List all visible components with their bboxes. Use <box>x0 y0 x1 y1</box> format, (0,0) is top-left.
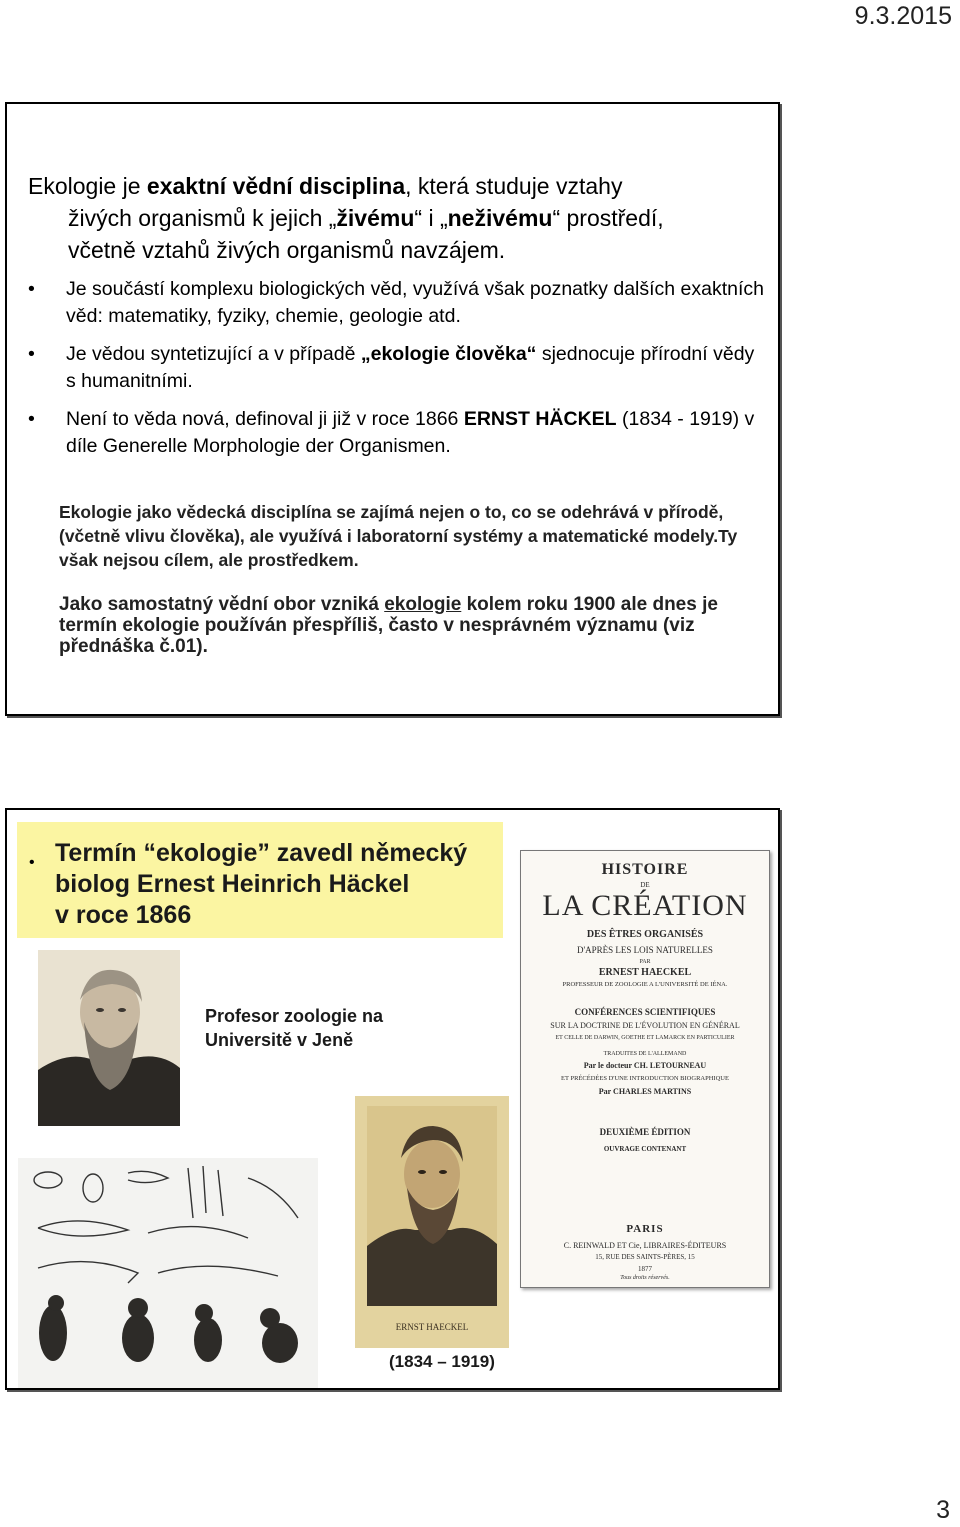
book-cover-histoire-de-la-creation: HISTOIRE DE LA CRÉATION DES ÊTRES ORGANISÉS D'APRÈS LES LOIS NATURELLES PAR ERNEST HAECKEL PROFESSEUR DE ZOOLOGIE A L'UNIVERSITÉ DE IÉNA. CONFÉRENCES SCIENTIFIQUES SUR LA DOCTRINE DE L'ÉVOLUTION EN GÉNÉRAL ET CELLE DE DARWIN, GOETHE ET LAMARCK EN PARTICULIER TRADUITES DE L'ALLEMAND Par le docteur CH. LETOURNEAU ET PRÉCÉDÉES D'UNE INTRODUCTION BIOGRAPHIQUE Par CHARLES MARTINS DEUXIÈME ÉDITION OUVRAGE CONTENANT PARIS C. REINWALD ET Cie, LIBRAIRES-ÉDITEURS 15, RUE DES SAINTS-PÈRES, 15 1877 Tous droits réservés. <box>520 850 770 1288</box>
portrait-haeckel-young <box>355 1096 509 1348</box>
caption-professor: Profesor zoologie na Universitě v Jeně <box>205 1006 384 1050</box>
bullet-icon: • <box>28 408 35 430</box>
slide-ecology-definition <box>5 102 780 716</box>
callout-term-origin: • Termín “ekologie” zavedl německý biolog Ernest Heinrich Häckel v roce 1866 <box>17 822 503 938</box>
caption-lifespan: (1834 – 1919) <box>389 1352 495 1371</box>
intro-definition <box>28 170 748 266</box>
paragraph-independent-field: Jako samostatný vědní obor vzniká ekologie kolem roku 1900 ale dnes je termín ekologie používán přespříliš, často v nesprávném významu (viz přednáška č.01). <box>59 594 718 657</box>
page-date: 9.3.2015 <box>854 2 952 30</box>
intro-line-3: včetně vztahů živých organismů navzájem. <box>68 237 506 263</box>
illustration-animals <box>18 1158 318 1388</box>
slide-haeckel <box>5 808 780 1390</box>
portrait-haeckel-old <box>38 950 180 1126</box>
bullet-icon: • <box>28 278 35 300</box>
page-number: 3 <box>936 1496 950 1524</box>
bullet-icon: • <box>28 343 35 365</box>
paragraph-scientific-discipline: Ekologie jako vědecká disciplína se zajímá nejen o to, co se odehrává v přírodě, (včetně vlivu člověka), ale využívá i laboratorní systémy a matematické modely.Ty však nejsou cílem, ale prostředkem. <box>59 502 738 570</box>
bullet-haeckel-1866: • Není to věda nová, definoval ji již v roce 1866 ERNST HÄCKEL (1834 - 1919) v díle Generelle Morphologie der Organismen. <box>28 408 755 457</box>
intro-line-2: živých organismů k jejich „živému“ i „neživému“ prostředí, <box>68 205 664 231</box>
bullet-icon: • <box>29 854 35 871</box>
intro-line-1: Ekologie je exaktní vědní disciplina, která studuje vztahy <box>28 173 623 199</box>
bullet-human-ecology: • Je vědou syntetizující a v případě „ekologie člověka“ sjednocuje přírodní vědy s humanitními. <box>28 343 755 392</box>
signature: ERNST HAECKEL <box>395 1322 469 1332</box>
bullet-biology-complex: • Je součástí komplexu biologických věd, využívá však poznatky dalších exaktních věd: matematiky, fyziky, chemie, geologie atd. <box>28 278 765 327</box>
